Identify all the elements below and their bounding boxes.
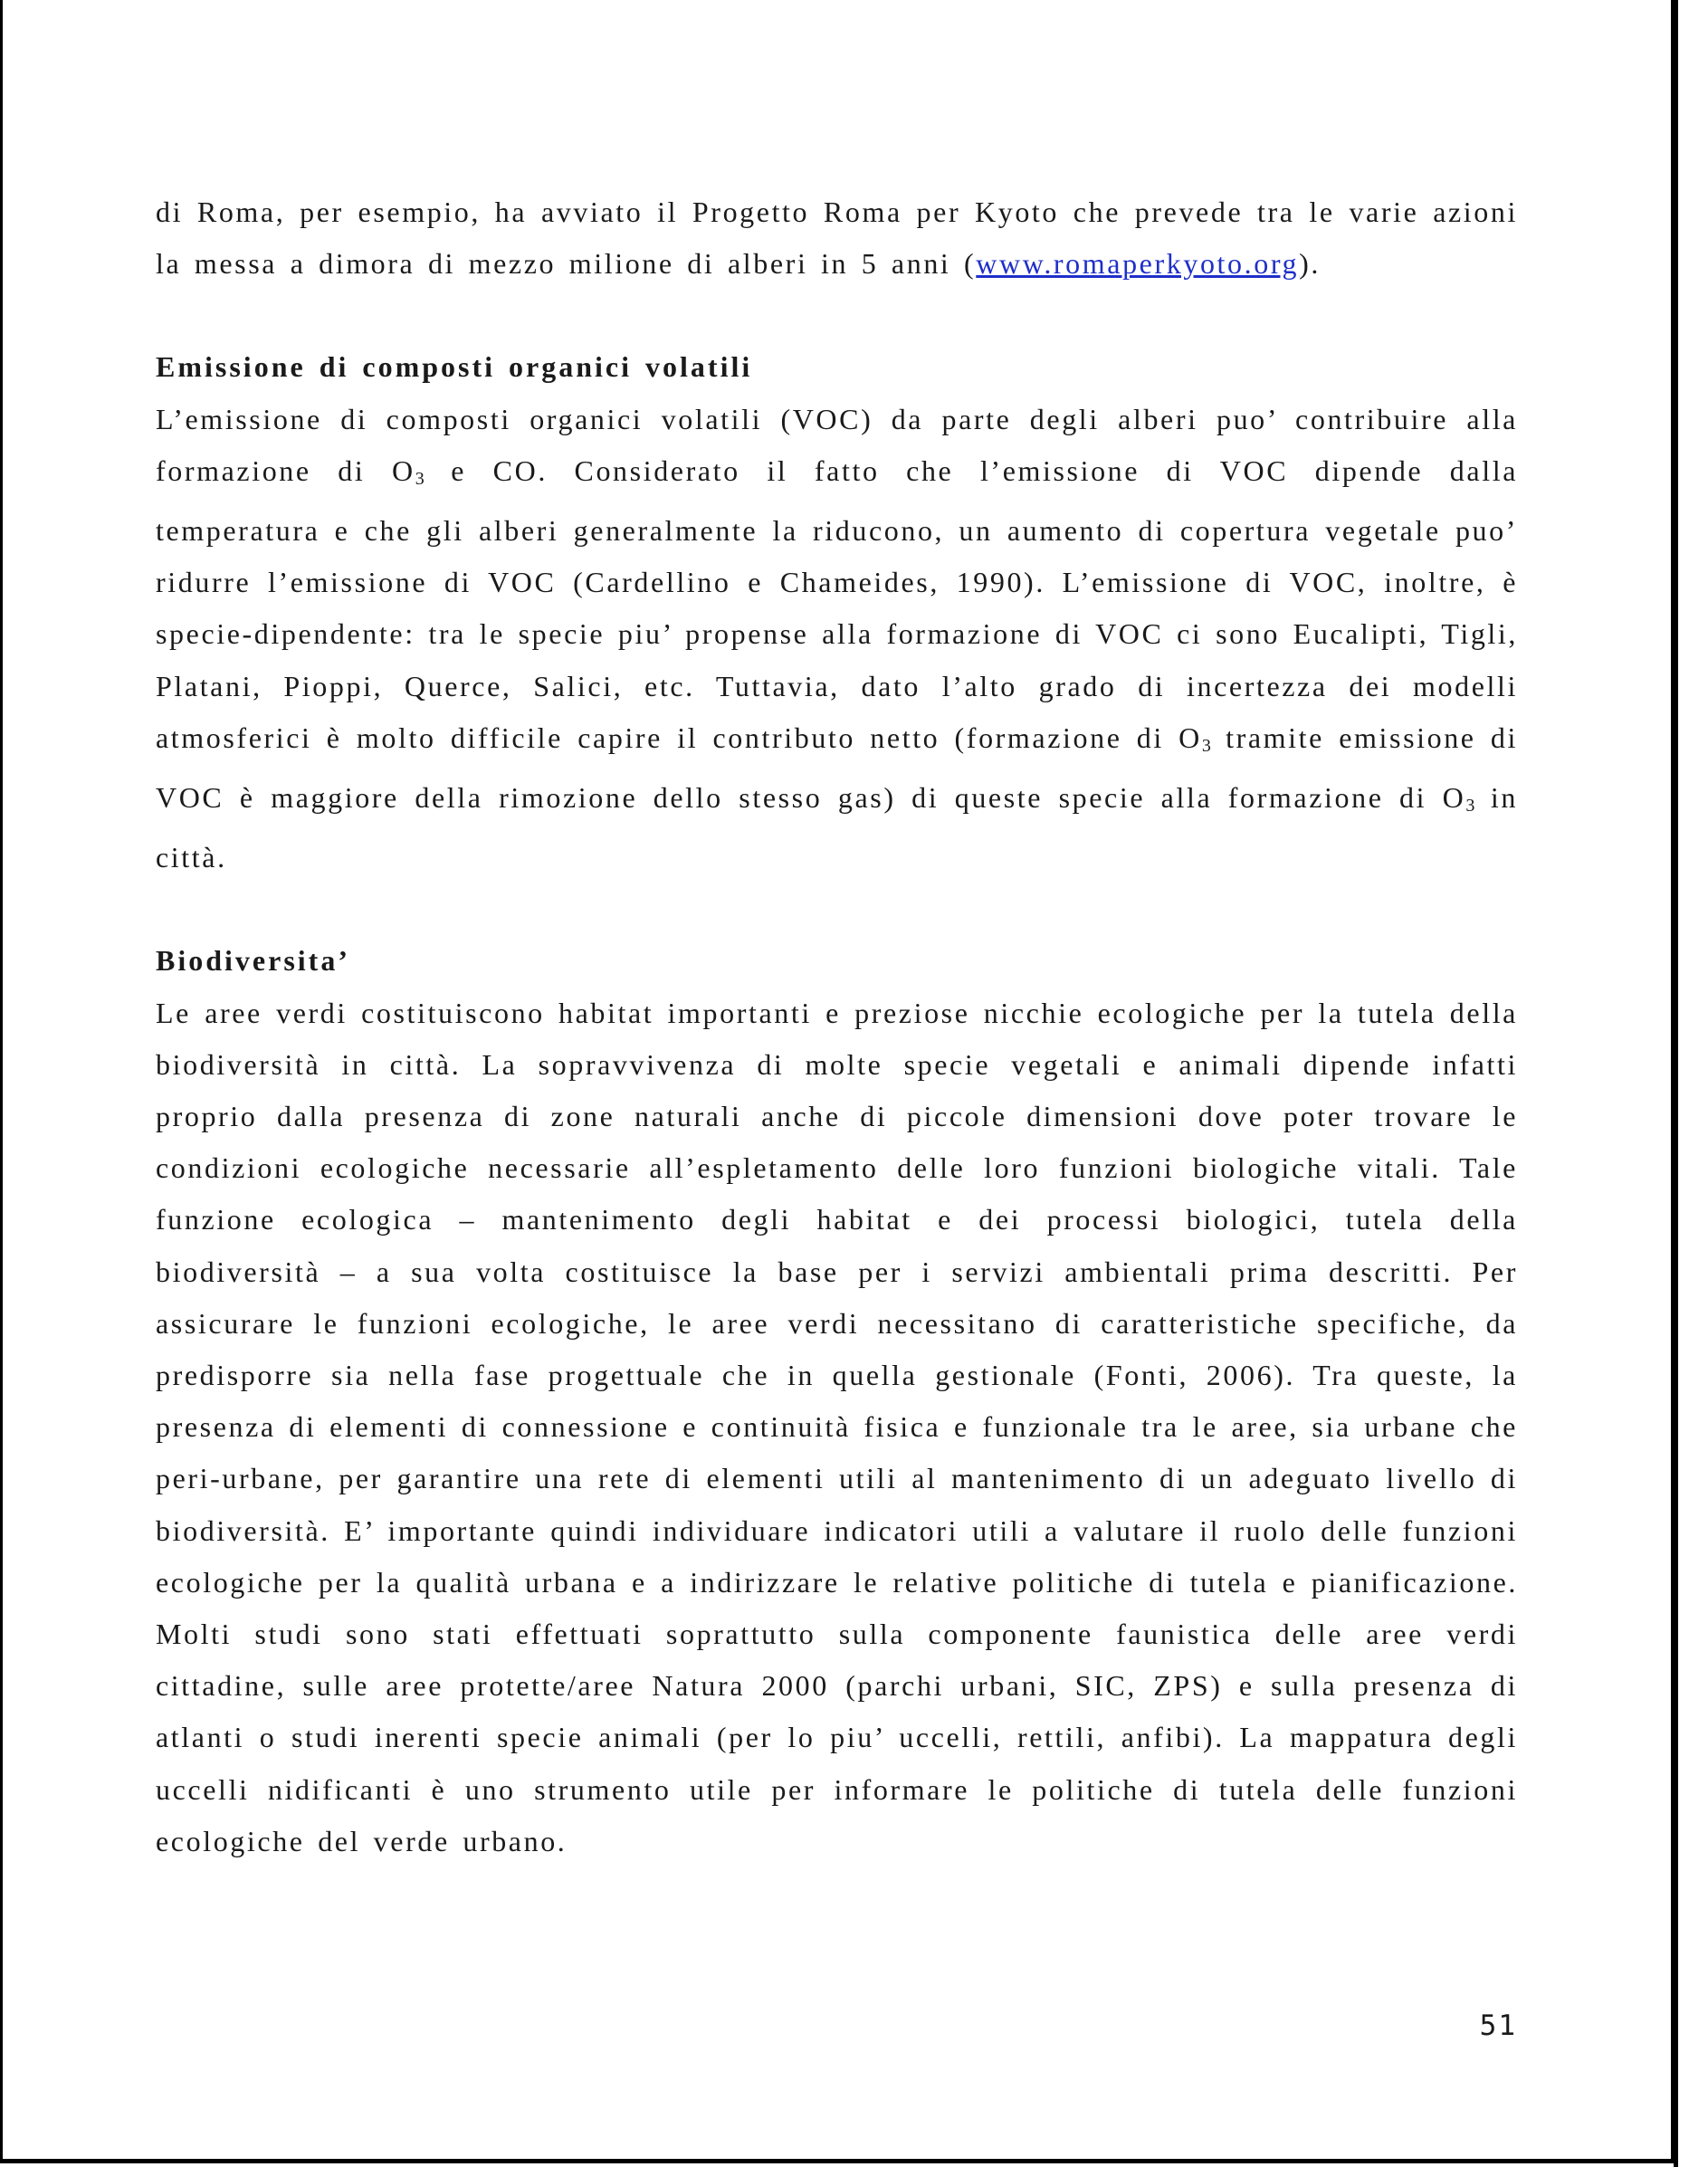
voc-text-part-4: in città. bbox=[156, 781, 1518, 874]
romaperkyoto-link[interactable]: www.romaperkyoto.org bbox=[976, 247, 1300, 281]
intro-text-before-link: di Roma, per esempio, ha avviato il Progetto Roma per Kyoto che prevede tra le varie azioni la messa a dimora di mezzo milione di alberi in 5 anni ( bbox=[156, 196, 1518, 281]
intro-text-after-link: ). bbox=[1299, 247, 1321, 281]
voc-paragraph bbox=[156, 394, 1518, 884]
subscript-3: 3 bbox=[1465, 796, 1475, 816]
page-bottom-edge bbox=[0, 2159, 1678, 2163]
subscript-3: 3 bbox=[1201, 735, 1211, 756]
page-content bbox=[156, 186, 1518, 1867]
section-spacer bbox=[156, 290, 1518, 341]
intro-paragraph bbox=[156, 186, 1518, 290]
subscript-3: 3 bbox=[415, 468, 425, 489]
page-number: 51 bbox=[1479, 2009, 1517, 2042]
section-spacer bbox=[156, 883, 1518, 935]
page-right-edge bbox=[1674, 0, 1678, 2167]
biodiversity-section-heading: Biodiversita’ bbox=[156, 944, 350, 978]
biodiversity-paragraph: Le aree verdi costituiscono habitat importanti e preziose nicchie ecologiche per la tutela della biodiversità in città. La sopravvivenza di molte specie vegetali e animali dipende infatti proprio dalla presenza di zone naturali anche di piccole dimensioni dove poter trovare le condizioni ecologiche necessarie all’espletamento delle loro funzioni biologiche vitali. Tale funzione ecologica – mantenimento degli habitat e dei processi biologici, tutela della biodiversità – a sua volta costituisce la base per i servizi ambientali prima descritti. Per assicurare le funzioni ecologiche, le aree verdi necessitano di caratteristiche specifiche, da predisporre sia nella fase progettuale che in quella gestionale (Fonti, 2006). Tra queste, la presenza di elementi di connessione e continuità fisica e funzionale tra le aree, sia urbane che peri-urbane, per garantire una rete di elementi utili al mantenimento di un adeguato livello di biodiversità. E’ importante quindi individuare indicatori utili a valutare il ruolo delle funzioni ecologiche per la qualità urbana e a indirizzare le relative politiche di tutela e pianificazione. Molti studi sono stati effettuati soprattutto sulla componente faunistica delle aree verdi cittadine, sulle aree protette/aree Natura 2000 (parchi urbani, SIC, ZPS) e sulla presenza di atlanti o studi inerenti specie animali (per lo piu’ uccelli, rettili, anfibi). La mappatura degli uccelli nidificanti è uno strumento utile per informare le politiche di tutela delle funzioni ecologiche del verde urbano. bbox=[156, 996, 1518, 1857]
voc-text-part-3: tramite emissione di VOC è maggiore della rimozione dello stesso gas) di queste specie alla formazione di O bbox=[156, 721, 1518, 815]
voc-text-part-2: e CO. Considerato il fatto che l’emissione di VOC dipende dalla temperatura e che gli alberi generalmente la riducono, un aumento di copertura vegetale puo’ ridurre l’emissione di VOC (Cardellino e Chameides, 1990). L’emissione di VOC, inoltre, è specie-dipendente: tra le specie piu’ propense alla formazione di VOC ci sono Eucalipti, Tigli, Platani, Pioppi, Querce, Salici, etc. Tuttavia, dato l’alto grado di incertezza dei modelli atmosferici è molto difficile capire il contributo netto (formazione di O bbox=[156, 453, 1518, 754]
voc-text-part-1: L’emissione di composti organici volatili (VOC) da parte degli alberi puo’ contribuire alla formazione di O bbox=[156, 402, 1518, 487]
voc-section-heading: Emissione di composti organici volatili bbox=[156, 350, 753, 384]
